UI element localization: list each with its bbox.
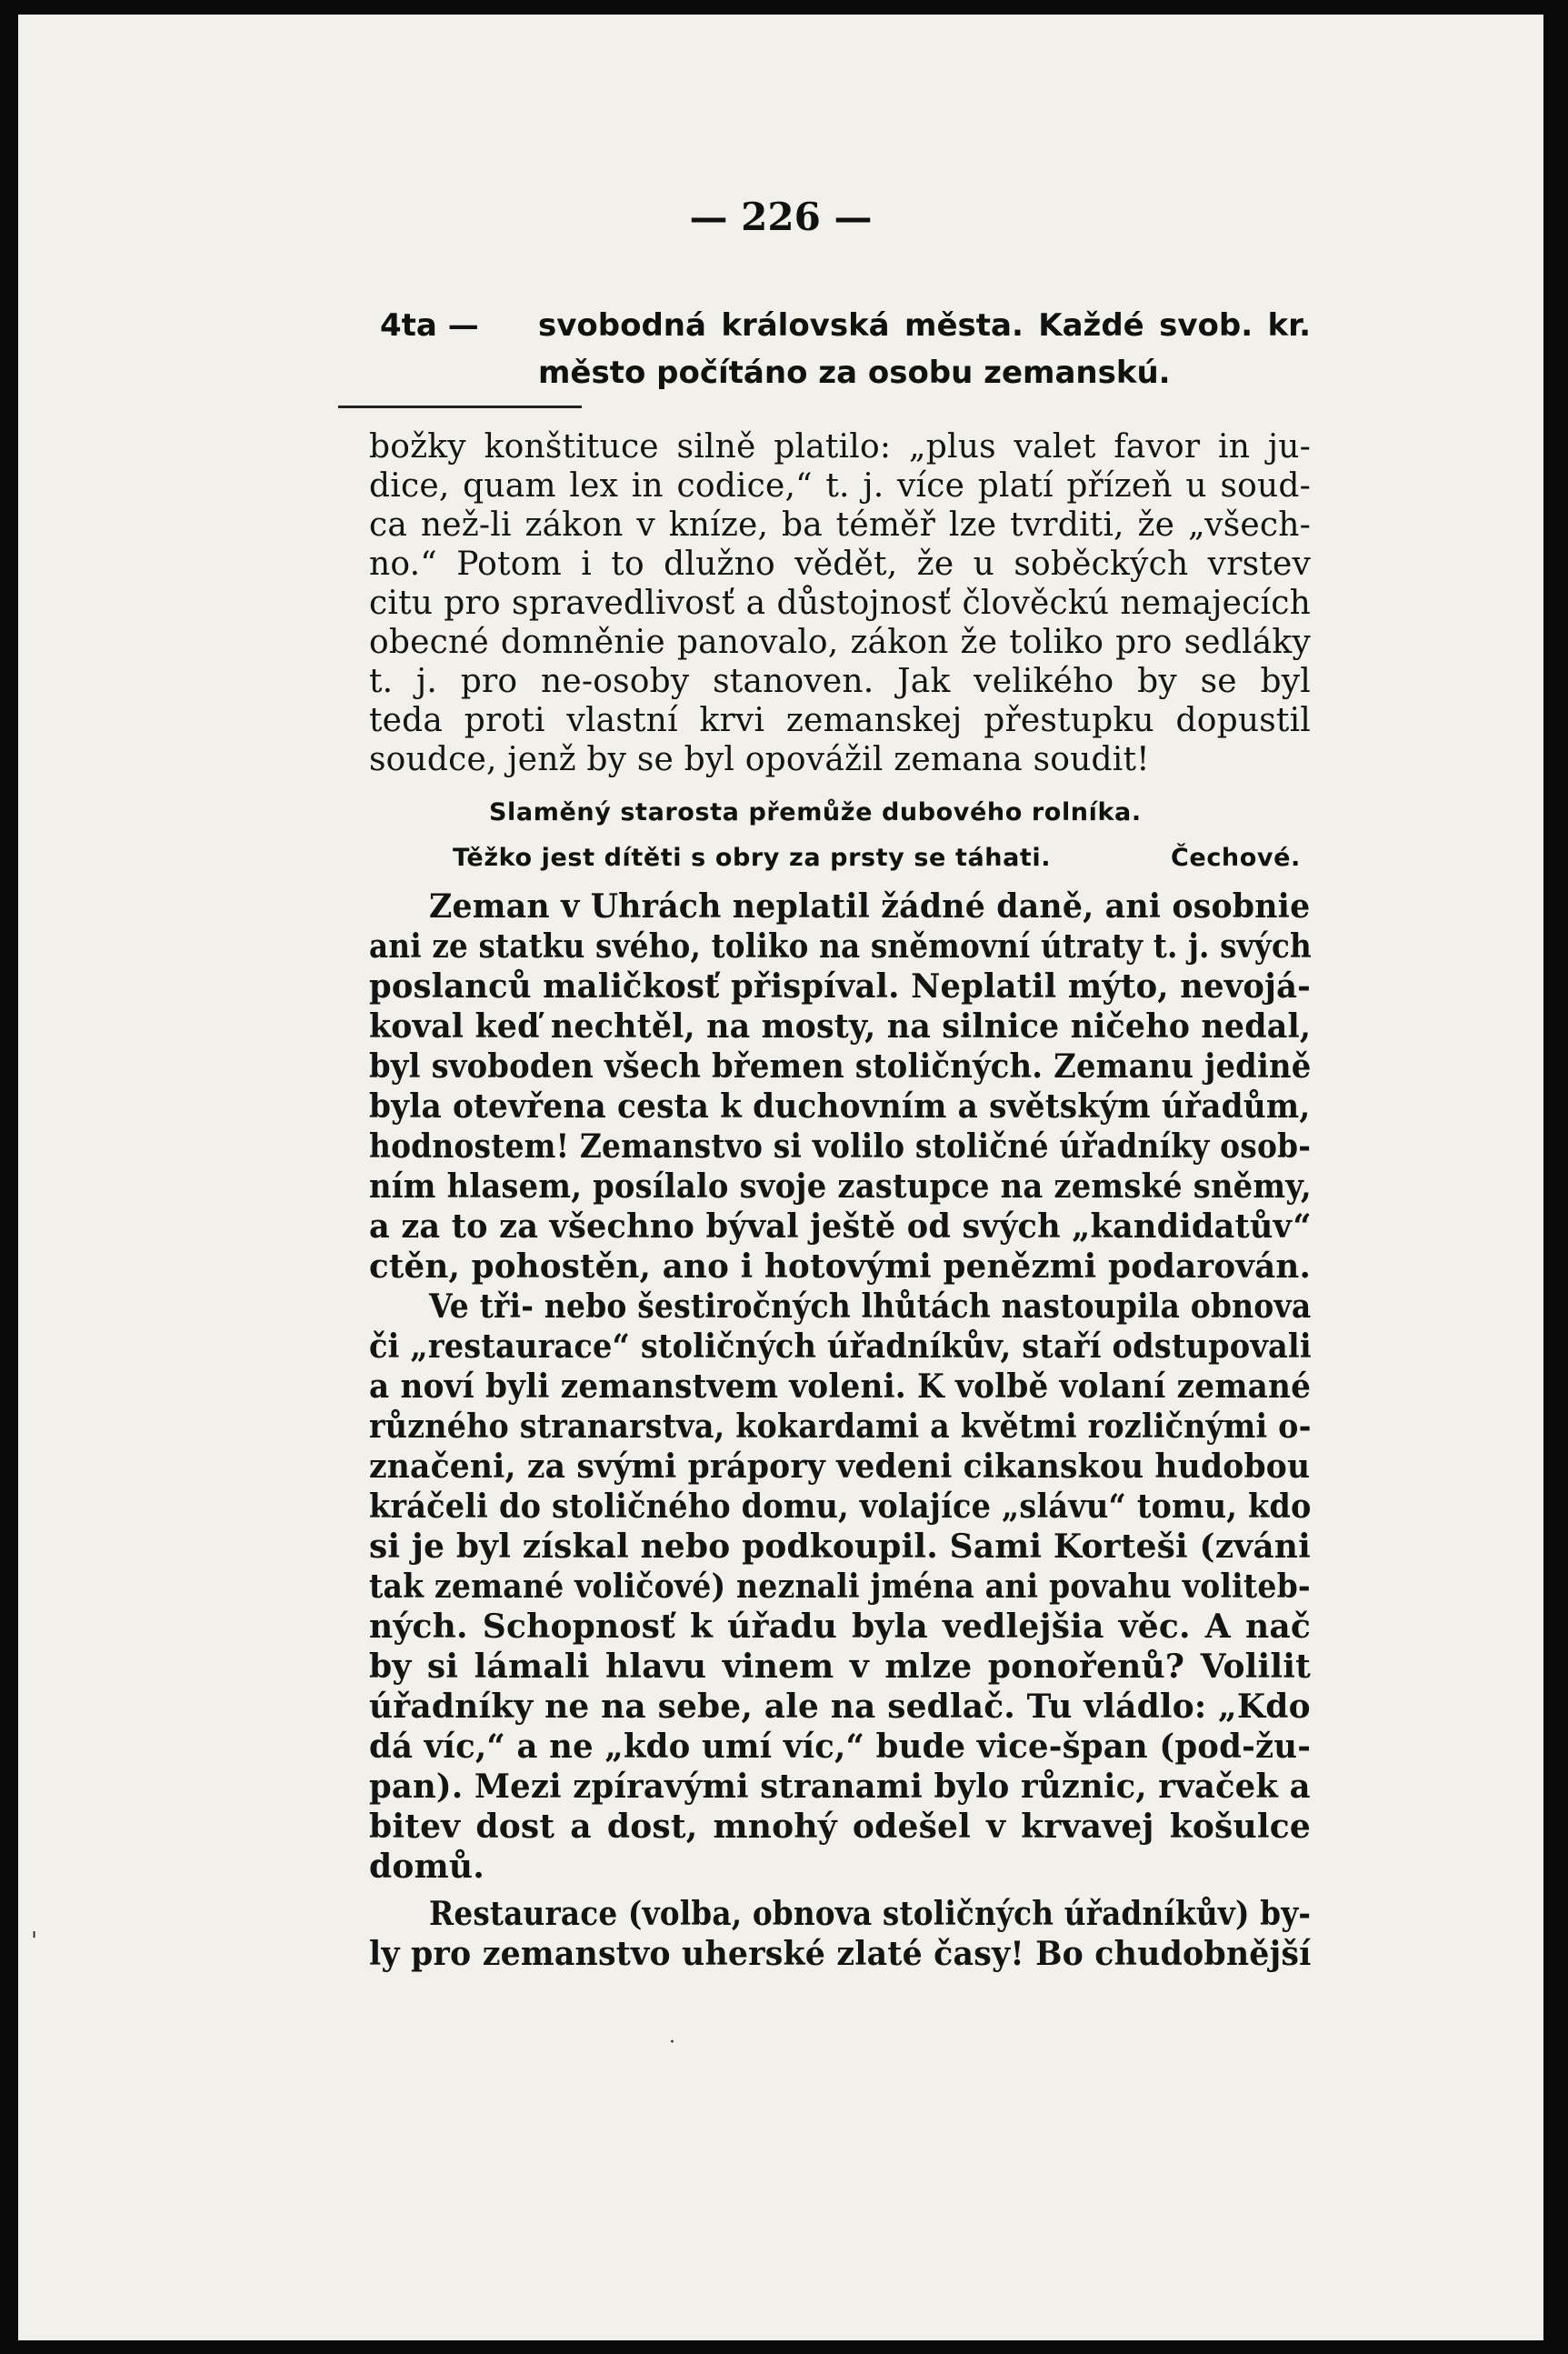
text-line: Restaurace (volba, obnova stoličných úřadníkův) by- bbox=[429, 1895, 1312, 1933]
text-line: ctěn, pohostěn, ano i hotovými penězmi podarován. bbox=[369, 1247, 1312, 1286]
text-line: soudce, jenž by se byl opovážil zemana soudit! bbox=[369, 741, 1150, 778]
text-line: byl svoboden všech břemen stoličných. Zemanu jedině bbox=[369, 1047, 1312, 1086]
footnote-line-1: svobodná královská města. Každé svob. kr. bbox=[538, 307, 1311, 344]
text-line: ca než-li zákon v kníze, ba téměř lze tvrditi, že „všech- bbox=[369, 506, 1311, 544]
text-line: Zeman v Uhrách neplatil žádné daně, ani osobnie bbox=[429, 887, 1311, 926]
text-line: poslanců maličkosť přispíval. Neplatil mýto, nevojá- bbox=[369, 967, 1312, 1006]
text-line: domů. bbox=[369, 1848, 484, 1886]
text-line: koval keď nechtěl, na mosty, na silnice ničeho nedal, bbox=[369, 1007, 1312, 1046]
footnote-line-2: město počítáno za osobu zemanskú. bbox=[538, 355, 1171, 391]
footnote-rule bbox=[338, 406, 582, 408]
page-number: — 226 — bbox=[689, 195, 873, 239]
text-line: ním hlasem, posílalo svoje zastupce na zemské sněmy, bbox=[369, 1167, 1312, 1206]
stray-dot: · bbox=[669, 2031, 675, 2054]
text-line: byla otevřena cesta k duchovním a světským úřadům, bbox=[369, 1087, 1311, 1126]
text-line: Ve tři- nebo šestiročných lhůtách nastoupila obnova bbox=[429, 1287, 1312, 1326]
text-line: si je byl získal nebo podkoupil. Sami Korteši (zváni bbox=[369, 1528, 1311, 1566]
text-line: kráčeli do stoličného domu, volajíce „slávu“ tomu, kdo bbox=[369, 1488, 1312, 1526]
text-line: značeni, za svými prápory vedeni cikanskou hudobou bbox=[369, 1447, 1311, 1486]
text-line: teda proti vlastní krvi zemanskej přestupku dopustil bbox=[369, 702, 1311, 739]
text-line: no.“ Potom i to dlužno vědět, že u soběckých vrstev bbox=[369, 546, 1311, 583]
text-line: bitev dost a dost, mnohý odešel v krvavej košulce bbox=[369, 1808, 1311, 1846]
text-line: obecné domněnie panovalo, zákon že toliko pro sedláky bbox=[369, 624, 1311, 661]
proverb-1: Slaměný starosta přemůže dubového rolníka. bbox=[489, 798, 1142, 826]
text-line: t. j. pro ne-osoby stanoven. Jak velikého by se byl bbox=[369, 663, 1311, 700]
book-page bbox=[13, 9, 1549, 2346]
text-line: dice, quam lex in codice,“ t. j. více platí přízeň u soud- bbox=[369, 467, 1311, 505]
text-line: božky konštituce silně platilo: „plus valet favor in ju- bbox=[369, 428, 1311, 466]
text-line: tak zemané voličové) neznali jména ani povahu voliteb- bbox=[369, 1568, 1311, 1606]
text-line: či „restaurace“ stoličných úřadníkův, staří odstupovali bbox=[369, 1327, 1312, 1366]
text-line: dá víc,“ a ne „kdo umí víc,“ bude vice-špan (pod-žu- bbox=[369, 1728, 1312, 1766]
text-line: hodnostem! Zemanstvo si volilo stoličné úřadníky osob- bbox=[369, 1127, 1312, 1166]
text-line: a za to za všechno býval ještě od svých „kandidatův“ bbox=[369, 1207, 1312, 1246]
proverb-2-source: Čechové. bbox=[1171, 844, 1301, 872]
text-line: citu pro spravedlivosť a důstojnosť člověckú nemajecích bbox=[369, 585, 1311, 622]
text-line: ných. Schopnosť k úřadu byla vedlejšia věc. A nač bbox=[369, 1608, 1311, 1646]
text-line: ani ze statku svého, toliko na sněmovní útraty t. j. svých bbox=[369, 927, 1312, 966]
text-line: úřadníky ne na sebe, ale na sedlač. Tu vládlo: „Kdo bbox=[369, 1688, 1311, 1726]
text-line: a noví byli zemanstvem voleni. K volbě volaní zemané bbox=[369, 1367, 1312, 1406]
text-line: různého stranarstva, kokardami a květmi rozličnými o- bbox=[369, 1407, 1312, 1446]
text-line: ly pro zemanstvo uherské zlaté časy! Bo chudobnější bbox=[369, 1935, 1312, 1973]
margin-mark: ' bbox=[31, 1928, 38, 1955]
footnote-lead: 4ta — bbox=[380, 307, 479, 344]
proverb-2: Těžko jest dítěti s obry za prsty se táhati. bbox=[453, 844, 1052, 872]
text-line: pan). Mezi zpíravými stranami bylo různic, rvaček a bbox=[369, 1768, 1311, 1806]
text-line: by si lámali hlavu vinem v mlze ponořenů? Volilit bbox=[369, 1648, 1311, 1686]
